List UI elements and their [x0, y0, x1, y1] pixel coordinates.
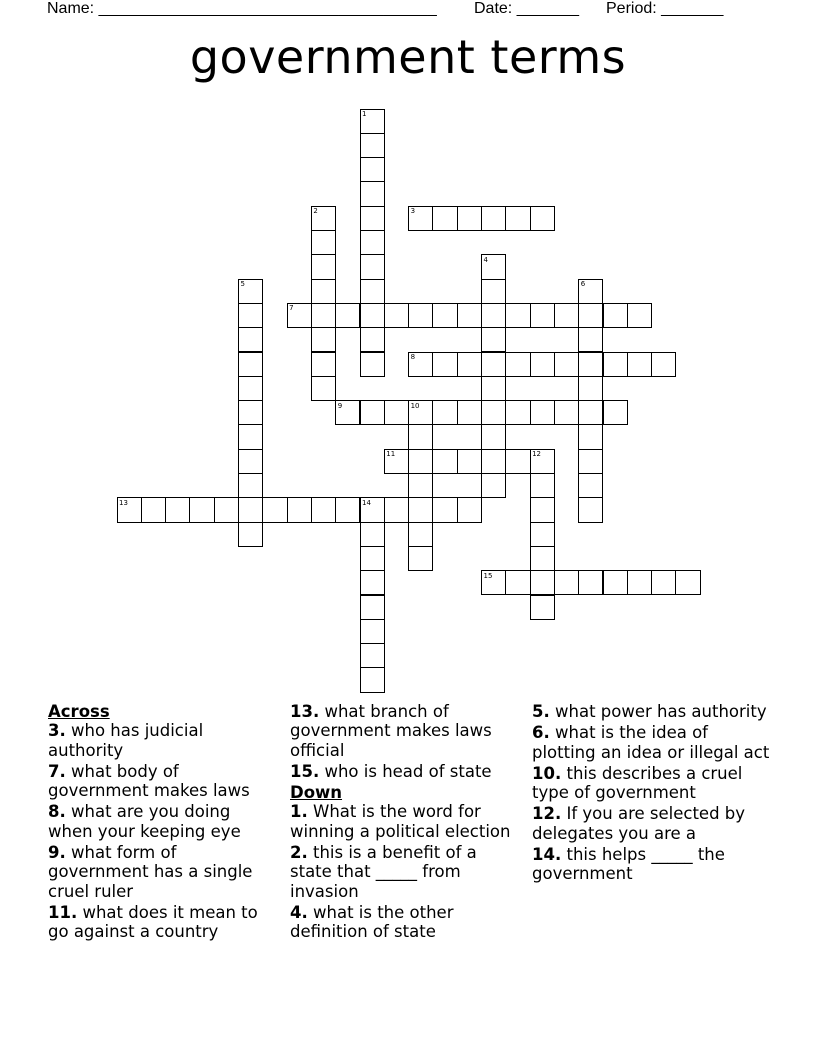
- grid-cell[interactable]: [360, 352, 385, 377]
- grid-cell[interactable]: [311, 327, 336, 352]
- grid-cell[interactable]: [457, 497, 482, 522]
- grid-cell[interactable]: [165, 497, 190, 522]
- clue-column-3: [532, 702, 772, 886]
- grid-cell[interactable]: [651, 352, 676, 377]
- grid-cell[interactable]: [578, 570, 603, 595]
- grid-cell[interactable]: [408, 303, 433, 328]
- clue-column-1: [48, 702, 280, 944]
- grid-cell[interactable]: [505, 206, 530, 231]
- grid-cell[interactable]: [360, 206, 385, 231]
- grid-cell[interactable]: [384, 449, 409, 474]
- grid-cell[interactable]: [408, 522, 433, 547]
- grid-cell[interactable]: [360, 254, 385, 279]
- grid-cell[interactable]: [360, 133, 385, 158]
- grid-cell[interactable]: [481, 279, 506, 304]
- grid-cell[interactable]: [578, 376, 603, 401]
- grid-cell[interactable]: [311, 497, 336, 522]
- grid-cell[interactable]: [189, 497, 214, 522]
- grid-cell[interactable]: [335, 303, 360, 328]
- grid-cell[interactable]: [262, 497, 287, 522]
- grid-cell[interactable]: [578, 352, 603, 377]
- clue-number: 1: [362, 110, 367, 118]
- clue-number: 12: [532, 450, 542, 459]
- grid-cell[interactable]: [481, 206, 506, 231]
- clue-down-10: 10. this describes a cruel type of government: [532, 763, 743, 803]
- grid-cell[interactable]: [238, 327, 263, 352]
- date-field-label: Date: _______: [474, 0, 579, 17]
- clue-number: 5: [240, 280, 245, 289]
- grid-cell[interactable]: [335, 497, 360, 522]
- grid-cell[interactable]: [530, 352, 555, 377]
- grid-cell[interactable]: [408, 497, 433, 522]
- grid-cell[interactable]: [530, 206, 555, 231]
- clue-number: 15: [483, 571, 493, 580]
- grid-cell[interactable]: [481, 570, 506, 595]
- grid-cell[interactable]: [578, 303, 603, 328]
- puzzle-title: government terms: [189, 30, 627, 84]
- grid-cell[interactable]: [481, 376, 506, 401]
- grid-cell[interactable]: [360, 157, 385, 182]
- grid-cell[interactable]: [530, 546, 555, 571]
- grid-cell[interactable]: [408, 449, 433, 474]
- grid-cell[interactable]: [238, 279, 263, 304]
- clue-number: 7: [289, 304, 294, 313]
- grid-cell[interactable]: [214, 497, 239, 522]
- grid-cell[interactable]: [432, 206, 457, 231]
- grid-cell[interactable]: [311, 279, 336, 304]
- grid-cell[interactable]: [408, 400, 433, 425]
- grid-cell[interactable]: [505, 449, 530, 474]
- clue-across-15: 15. who is head of state: [290, 761, 492, 781]
- grid-cell[interactable]: [554, 303, 579, 328]
- grid-cell[interactable]: [360, 522, 385, 547]
- grid-cell[interactable]: [481, 254, 506, 279]
- grid-cell[interactable]: [117, 497, 142, 522]
- grid-cell[interactable]: [238, 449, 263, 474]
- grid-cell[interactable]: [238, 473, 263, 498]
- clue-number: 14: [362, 498, 371, 507]
- grid-cell[interactable]: [530, 303, 555, 328]
- clue-number: 8: [410, 353, 416, 361]
- grid-cell[interactable]: [578, 424, 603, 449]
- grid-cell[interactable]: [335, 400, 360, 425]
- grid-cell[interactable]: [360, 643, 385, 668]
- clue-number: 6: [580, 280, 586, 289]
- grid-cell[interactable]: [360, 303, 385, 328]
- clue-number: 3: [410, 207, 416, 216]
- grid-cell[interactable]: [360, 667, 385, 692]
- grid-cell[interactable]: [530, 449, 555, 474]
- grid-cell[interactable]: [238, 424, 263, 449]
- grid-cell[interactable]: [360, 181, 385, 206]
- clue-number: 9: [337, 401, 343, 410]
- clue-down-2: 2. this is a benefit of a state that _____ from invasion: [290, 843, 477, 901]
- clue-down-12: 12. If you are selected by delegates you are a: [532, 804, 746, 843]
- grid-cell[interactable]: [408, 424, 433, 449]
- clue-number: 13: [119, 498, 128, 507]
- grid-cell[interactable]: [238, 303, 263, 328]
- grid-cell[interactable]: [457, 206, 482, 231]
- grid-cell[interactable]: [408, 352, 433, 377]
- clue-across-13: 13. what branch of government makes laws official: [290, 702, 492, 760]
- grid-cell[interactable]: [603, 570, 628, 595]
- grid-cell[interactable]: [311, 303, 336, 328]
- grid-cell[interactable]: [238, 497, 263, 522]
- grid-cell[interactable]: [360, 279, 385, 304]
- grid-cell[interactable]: [457, 400, 482, 425]
- clue-number: 4: [483, 255, 488, 264]
- grid-cell[interactable]: [360, 109, 385, 134]
- grid-cell[interactable]: [238, 400, 263, 425]
- grid-cell[interactable]: [481, 303, 506, 328]
- grid-cell[interactable]: [360, 595, 385, 620]
- grid-cell[interactable]: [627, 303, 652, 328]
- clue-column-2: [290, 702, 522, 944]
- clue-down-4: 4. what is the other definition of state: [290, 902, 454, 942]
- grid-cell[interactable]: [530, 497, 555, 522]
- grid-cell[interactable]: [408, 546, 433, 571]
- grid-cell[interactable]: [578, 279, 603, 304]
- grid-cell[interactable]: [675, 570, 700, 595]
- down-heading: Down: [290, 783, 343, 803]
- grid-cell[interactable]: [457, 352, 482, 377]
- grid-cell[interactable]: [360, 400, 385, 425]
- grid-cell[interactable]: [238, 376, 263, 401]
- clue-across-7: 7. what body of government makes laws: [48, 761, 250, 801]
- grid-cell[interactable]: [505, 570, 530, 595]
- grid-cell[interactable]: [432, 497, 457, 522]
- grid-cell[interactable]: [505, 303, 530, 328]
- clue-number: 11: [386, 450, 396, 459]
- grid-cell[interactable]: [481, 424, 506, 449]
- grid-cell[interactable]: [530, 522, 555, 547]
- grid-cell[interactable]: [360, 546, 385, 571]
- clue-down-6: 6. what is the idea of plotting an idea or illegal act: [532, 723, 770, 762]
- grid-cell[interactable]: [311, 230, 336, 255]
- grid-cell[interactable]: [384, 400, 409, 425]
- clue-across-8: 8. what are you doing when your keeping eye: [48, 802, 241, 841]
- grid-cell[interactable]: [432, 303, 457, 328]
- grid-cell[interactable]: [578, 497, 603, 522]
- grid-cell[interactable]: [481, 400, 506, 425]
- clue-across-3: 3. who has judicial authority: [48, 721, 204, 760]
- grid-cell[interactable]: [238, 522, 263, 547]
- grid-cell[interactable]: [432, 352, 457, 377]
- clue-across-11: 11. what does it mean to go against a country: [48, 902, 258, 942]
- grid-cell[interactable]: [360, 327, 385, 352]
- grid-cell[interactable]: [603, 352, 628, 377]
- grid-cell[interactable]: [360, 570, 385, 595]
- grid-cell[interactable]: [311, 206, 336, 231]
- clue-number: 10: [410, 401, 420, 410]
- grid-cell[interactable]: [505, 400, 530, 425]
- grid-cell[interactable]: [603, 303, 628, 328]
- grid-cell[interactable]: [360, 497, 385, 522]
- grid-cell[interactable]: [287, 303, 312, 328]
- grid-cell[interactable]: [554, 570, 579, 595]
- grid-cell[interactable]: [457, 449, 482, 474]
- grid-cell[interactable]: [311, 254, 336, 279]
- grid-cell[interactable]: [408, 206, 433, 231]
- grid-cell[interactable]: [530, 473, 555, 498]
- grid-cell[interactable]: [360, 230, 385, 255]
- grid-cell[interactable]: [432, 449, 457, 474]
- grid-cell[interactable]: [287, 497, 312, 522]
- grid-cell[interactable]: [530, 570, 555, 595]
- grid-cell[interactable]: [360, 619, 385, 644]
- grid-cell[interactable]: [432, 400, 457, 425]
- clue-down-5: 5. what power has authority: [532, 702, 767, 721]
- grid-cell[interactable]: [530, 595, 555, 620]
- grid-cell[interactable]: [457, 303, 482, 328]
- clue-across-9: 9. what form of government has a single cruel ruler: [48, 843, 253, 901]
- grid-cell[interactable]: [311, 352, 336, 377]
- grid-cell[interactable]: [384, 303, 409, 328]
- grid-cell[interactable]: [141, 497, 166, 522]
- grid-cell[interactable]: [603, 400, 628, 425]
- grid-cell[interactable]: [238, 352, 263, 377]
- grid-cell[interactable]: [481, 327, 506, 352]
- grid-cell[interactable]: [481, 352, 506, 377]
- grid-cell[interactable]: [554, 400, 579, 425]
- grid-cell[interactable]: [384, 497, 409, 522]
- grid-cell[interactable]: [530, 400, 555, 425]
- grid-cell[interactable]: [578, 449, 603, 474]
- grid-cell[interactable]: [578, 327, 603, 352]
- across-heading: Across: [48, 702, 110, 721]
- clue-down-14: 14. this helps _____ the government: [532, 845, 725, 884]
- grid-cell[interactable]: [408, 473, 433, 498]
- grid-cell[interactable]: [481, 473, 506, 498]
- grid-cell[interactable]: [481, 449, 506, 474]
- grid-cell[interactable]: [505, 352, 530, 377]
- grid-cell[interactable]: [651, 570, 676, 595]
- grid-cell[interactable]: [578, 400, 603, 425]
- grid-cell[interactable]: [311, 376, 336, 401]
- grid-cell[interactable]: [627, 570, 652, 595]
- name-field-label: Name: ______________________________________: [47, 0, 437, 17]
- period-field-label: Period: _______: [606, 0, 724, 17]
- grid-cell[interactable]: [578, 473, 603, 498]
- clue-number: 2: [313, 207, 318, 216]
- grid-cell[interactable]: [554, 352, 579, 377]
- clue-down-1: 1. What is the word for winning a political election: [290, 802, 511, 841]
- grid-cell[interactable]: [627, 352, 652, 377]
